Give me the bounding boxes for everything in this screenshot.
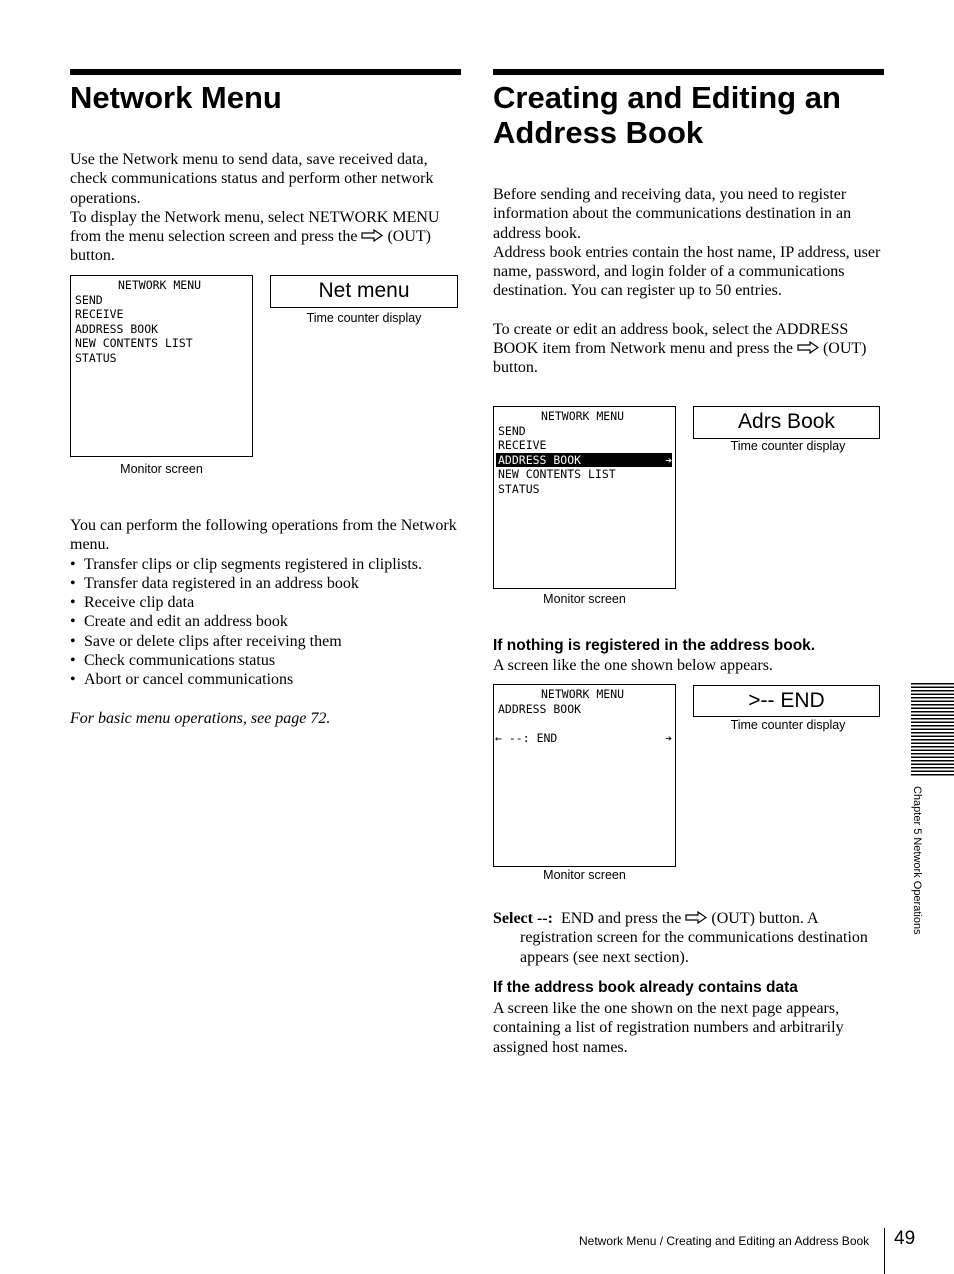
operations-text	[70, 516, 462, 690]
list-item: • Abort or cancel communications	[70, 670, 462, 689]
basic-menu-note: For basic menu operations, see page 72.	[70, 710, 331, 727]
monitor-title: NETWORK MENU	[541, 409, 625, 423]
monitor-item-new-contents-list: NEW CONTENTS LIST	[498, 467, 616, 481]
chapter-side-label: Chapter 5 Network Operations	[911, 786, 923, 935]
list-item: • Receive clip data	[70, 593, 462, 612]
chapter-tab-stripes	[911, 683, 954, 776]
out-arrow-icon	[685, 911, 707, 924]
monitor-item-receive: RECEIVE	[498, 438, 547, 452]
list-item: • Check communications status	[70, 651, 462, 670]
right-arrow-icon: ➔	[665, 730, 672, 745]
select-label: Select --:	[493, 910, 553, 927]
list-item: • Create and edit an address book	[70, 612, 462, 631]
title-rule-left	[70, 69, 461, 75]
subhead-nothing-registered: If nothing is registered in the address book.	[493, 637, 816, 654]
monitor-item-receive: RECEIVE	[75, 307, 124, 321]
monitor-item-end: ← --: END ➔	[495, 730, 672, 745]
monitor-title: NETWORK MENU	[541, 687, 625, 701]
monitor-caption: Monitor screen	[120, 462, 203, 476]
monitor-title: NETWORK MENU	[118, 278, 202, 292]
section-title-network-menu: Network Menu	[70, 80, 282, 115]
time-counter-caption: Time counter display	[306, 311, 422, 325]
subhead-nothing-registered-text: A screen like the one shown below appears.	[493, 657, 773, 674]
monitor-caption: Monitor screen	[543, 868, 626, 882]
footer-running-title: Network Menu / Creating and Editing an Address Book	[579, 1234, 870, 1248]
left-arrow-icon: ←	[495, 730, 502, 745]
list-item: • Transfer clips or clip segments registered in cliplists.	[70, 555, 462, 574]
monitor-item-new-contents-list: NEW CONTENTS LIST	[75, 336, 193, 350]
time-counter-net-menu: Net menu	[270, 275, 458, 308]
address-book-intro	[493, 185, 885, 378]
monitor-screen-network-menu	[70, 275, 253, 457]
monitor-item-address-book: ADDRESS BOOK	[498, 701, 582, 716]
intro-para-2: To display the Network menu, select NETWORK MENU from the menu selection screen and press the (OUT) button.	[70, 208, 440, 265]
list-item: • Save or delete clips after receiving them	[70, 632, 462, 651]
page-number: 49	[894, 1228, 916, 1249]
right-arrow-icon: ➔	[665, 452, 672, 467]
intro-para-1: Use the Network menu to send data, save received data, check communications status and perform other network operations.	[70, 151, 434, 207]
monitor-item-address-book-highlighted: ADDRESS BOOK ➔	[498, 452, 672, 467]
time-counter-adrs-book: Adrs Book	[693, 406, 880, 439]
address-para-1: Before sending and receiving data, you need to register information about the communications destination in an address book.	[493, 186, 852, 242]
monitor-screen-empty-address-book	[493, 684, 676, 867]
time-counter-end: >-- END	[693, 685, 880, 717]
operations-intro: You can perform the following operations from the Network menu.	[70, 517, 457, 554]
out-arrow-icon	[361, 229, 383, 242]
time-counter-caption: Time counter display	[730, 439, 846, 453]
time-counter-caption: Time counter display	[730, 718, 846, 732]
subhead-already-contains-text: A screen like the one shown on the next page appears, containing a list of registration numbers and arbitrarily assigned host names.	[493, 1000, 844, 1056]
title-rule-right	[493, 69, 884, 75]
monitor-item-address-book: ADDRESS BOOK	[75, 321, 159, 336]
monitor-caption: Monitor screen	[543, 592, 626, 606]
monitor-item-status: STATUS	[498, 481, 540, 496]
monitor-item-send: SEND	[75, 292, 103, 307]
intro-text	[70, 150, 462, 266]
address-para-3: To create or edit an address book, select the ADDRESS BOOK item from Network menu and press the (OUT) button.	[493, 320, 867, 377]
out-arrow-icon	[797, 341, 819, 354]
footer-divider	[884, 1228, 885, 1274]
list-item: • Transfer data registered in an address book	[70, 574, 462, 593]
monitor-screen-address-book-selected	[493, 406, 676, 589]
select-end-instruction: Select --: END and press the (OUT) button. A registration screen for the communications destination appears (see next section).	[493, 910, 868, 966]
operations-list	[70, 555, 462, 690]
monitor-item-status: STATUS	[75, 350, 117, 365]
address-para-2: Address book entries contain the host name, IP address, user name, password, and login folder of a communications destination. You can register up to 50 entries.	[493, 243, 881, 300]
section-title-address-book: Creating and Editing an Address Book	[493, 80, 841, 150]
subhead-already-contains: If the address book already contains data	[493, 979, 798, 996]
monitor-item-send: SEND	[498, 423, 526, 438]
